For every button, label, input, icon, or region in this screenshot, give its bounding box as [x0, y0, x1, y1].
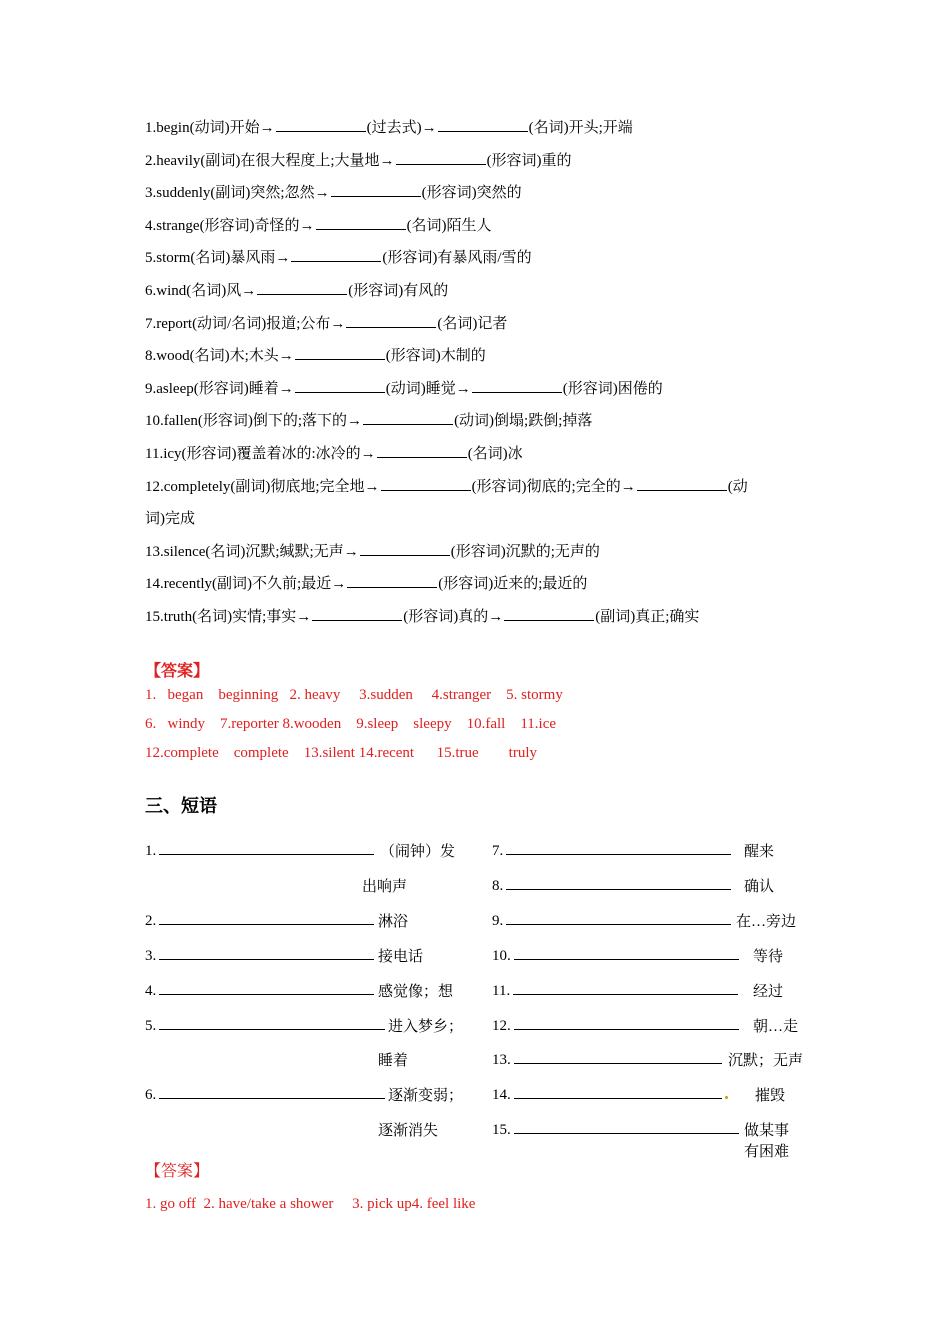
- phrase-blank[interactable]: [159, 1015, 385, 1030]
- phrase-meaning: 在…旁边: [736, 914, 797, 930]
- phrase-number: 14.: [492, 1087, 511, 1103]
- answer-block-2: [145, 1160, 475, 1224]
- phrase-meaning-continued: 逐渐消失: [378, 1123, 439, 1139]
- vocab-hint: (形容词)困倦的: [562, 380, 663, 397]
- answer-blank[interactable]: [637, 476, 727, 491]
- phrase-blank[interactable]: [159, 840, 374, 855]
- vocab-hint: (名词)冰: [467, 445, 523, 462]
- phrase-meaning-continued: 出响声: [362, 879, 408, 895]
- phrase-item: [492, 980, 738, 1000]
- phrase-item: [145, 945, 374, 965]
- vocab-hint: (名词)开头;开端: [528, 120, 633, 136]
- answer-blank[interactable]: [377, 443, 467, 458]
- phrase-meaning-continued: 有困难: [744, 1144, 790, 1160]
- vocab-prompt: 10.fallen(形容词)倒下的;落下的→: [145, 413, 363, 430]
- vocab-hint: (形容词)近来的;最近的: [438, 576, 588, 593]
- answer-blank[interactable]: [312, 606, 402, 621]
- answer-blank[interactable]: [346, 313, 436, 328]
- answer-heading-2: 【答案】: [145, 1163, 210, 1180]
- vocab-prompt: 9.asleep(形容词)睡着→: [145, 380, 294, 397]
- answer-blank[interactable]: [381, 476, 471, 491]
- answer-line-2: 6. windy 7.reporter 8.wooden 9.sleep sleepy 10.fall 11.ice: [145, 716, 557, 732]
- vocab-item: [145, 145, 815, 178]
- vocab-prompt: 2.heavily(副词)在很大程度上;大量地→: [145, 152, 395, 169]
- vocab-prompt: 8.wood(名词)木;木头→: [145, 348, 294, 365]
- vocab-hint: (副词)真正;确实: [595, 608, 700, 625]
- vocab-prompt: 7.report(动词/名词)报道;公布→: [145, 315, 346, 332]
- phrase-meaning: 淋浴: [378, 914, 409, 930]
- phrase-number: 5.: [145, 1018, 157, 1034]
- vocab-item: [145, 242, 815, 275]
- vocab-item: [145, 340, 815, 373]
- vocab-prompt: 5.storm(名词)暴风雨→: [145, 250, 291, 267]
- answer-blank[interactable]: [363, 410, 453, 425]
- phrase-number: 12.: [492, 1018, 511, 1034]
- vocab-item: [145, 177, 815, 210]
- phrase-number: 13.: [492, 1052, 511, 1068]
- phrase-meaning: 朝…走: [753, 1019, 799, 1035]
- phrase-meaning: 醒来: [744, 844, 775, 860]
- phrase-blank[interactable]: [506, 840, 731, 855]
- phrase-blank[interactable]: [514, 1119, 739, 1134]
- answer-block-1: [145, 658, 563, 768]
- vocab-hint: (名词)陌生人: [406, 217, 492, 234]
- vocab-hint: (形容词)有暴风雨/雪的: [382, 250, 532, 267]
- answer-blank[interactable]: [276, 117, 366, 132]
- phrase-number: 1.: [145, 843, 157, 859]
- vocab-hint: (形容词)沉默的;无声的: [450, 543, 600, 560]
- phrase-meaning-continued: 睡着: [378, 1053, 409, 1069]
- vocab-item: [145, 373, 815, 406]
- phrase-meaning: 沉默；无声: [728, 1053, 804, 1069]
- phrase-blank[interactable]: [159, 980, 374, 995]
- phrase-meaning: 确认: [744, 879, 775, 895]
- phrase-blank[interactable]: [513, 980, 738, 995]
- phrase-number: 3.: [145, 948, 157, 964]
- phrase-item: [492, 1015, 739, 1035]
- vocab-item: [145, 438, 815, 471]
- vocab-hint: (形容词)突然的: [421, 185, 522, 202]
- vocab-item: [145, 308, 815, 341]
- vocab-prompt: 4.strange(形容词)奇怪的→: [145, 217, 315, 234]
- phrase-number: 6.: [145, 1087, 157, 1103]
- phrase-number: 9.: [492, 913, 504, 929]
- answer-blank[interactable]: [291, 247, 381, 262]
- answer-blank[interactable]: [438, 117, 528, 132]
- vocab-item: [145, 601, 815, 634]
- vocab-prompt: 14.recently(副词)不久前;最近→: [145, 576, 347, 593]
- vocab-item-continued: 词)完成: [145, 511, 195, 528]
- phrase-number: 15.: [492, 1122, 511, 1138]
- vocab-prompt: 1.begin(动词)开始→: [145, 120, 275, 136]
- phrase-meaning: 等待: [753, 949, 784, 965]
- phrase-item: [145, 840, 374, 860]
- phrase-item: [145, 910, 374, 930]
- vocab-hint: (过去式)→: [366, 120, 437, 136]
- phrase-blank[interactable]: [506, 910, 731, 925]
- vocab-prompt: 12.completely(副词)彻底地;完全地→: [145, 478, 380, 495]
- phrase-item: [492, 840, 731, 860]
- vocab-item: [145, 275, 815, 308]
- answer-blank[interactable]: [504, 606, 594, 621]
- phrase-meaning: 做某事: [744, 1123, 790, 1139]
- phrase-meaning: 进入梦乡；: [388, 1019, 464, 1035]
- vocab-prompt: 15.truth(名词)实情;事实→: [145, 608, 312, 625]
- vocab-prompt: 6.wind(名词)风→: [145, 282, 257, 299]
- vocab-hint: (动词)睡觉→: [385, 380, 471, 397]
- answer-blank[interactable]: [316, 215, 406, 230]
- phrase-meaning: 逐渐变弱；: [388, 1088, 464, 1104]
- vocab-hint: (形容词)有风的: [348, 282, 449, 299]
- phrase-item: [145, 1084, 385, 1104]
- phrase-blank[interactable]: [514, 1015, 739, 1030]
- answer-line-1: 1. began beginning 2. heavy 3.sudden 4.stranger 5. stormy: [145, 687, 563, 703]
- vocab-item: [145, 568, 815, 601]
- phrase-number: 4.: [145, 983, 157, 999]
- phrase-item: [492, 875, 731, 895]
- phrase-number: 11.: [492, 983, 511, 999]
- vocab-list: [145, 112, 815, 634]
- answer-blank[interactable]: [347, 573, 437, 588]
- vocab-hint: (形容词)重的: [486, 152, 572, 169]
- phrase-blank[interactable]: [159, 1084, 385, 1099]
- phrase-item: [492, 910, 731, 930]
- answer-heading: 【答案】: [145, 663, 210, 680]
- vocab-hint: (形容词)彻底的;完全的→: [471, 478, 636, 495]
- vocab-prompt: 11.icy(形容词)覆盖着冰的:冰冷的→: [145, 445, 376, 462]
- vocab-hint: (名词)记者: [437, 315, 508, 332]
- phrase-item: [492, 1049, 722, 1069]
- phrase-blank[interactable]: [159, 910, 374, 925]
- vocab-item: [145, 210, 815, 243]
- answer-blank[interactable]: [295, 345, 385, 360]
- phrase-meaning: 经过: [753, 984, 784, 1000]
- phrase-item: [492, 1119, 739, 1139]
- phrase-number: 2.: [145, 913, 157, 929]
- phrase-blank[interactable]: [514, 1049, 722, 1064]
- phrase-meaning: （闹钟）发: [380, 844, 456, 860]
- phrase-item: [145, 1015, 385, 1035]
- vocab-prompt: 13.silence(名词)沉默;缄默;无声→: [145, 543, 359, 560]
- stray-mark: [725, 1096, 728, 1099]
- phrase-blank[interactable]: [514, 945, 739, 960]
- answer-blank[interactable]: [331, 182, 421, 197]
- vocab-item: [145, 405, 815, 438]
- answer-blank[interactable]: [472, 378, 562, 393]
- answer-line-3: 12.complete complete 13.silent 14.recent 15.true truly: [145, 745, 537, 761]
- vocab-item: [145, 112, 815, 145]
- vocab-item: [145, 536, 815, 569]
- phrase-meaning: 接电话: [378, 949, 424, 965]
- phrase-blank[interactable]: [506, 875, 731, 890]
- section-title: 三、短语: [145, 796, 217, 817]
- vocab-hint: (动词)倒塌;跌倒;掉落: [454, 413, 593, 430]
- phrase-blank[interactable]: [514, 1084, 722, 1099]
- answer-line-phrases: 1. go off 2. have/take a shower 3. pick up4. feel like: [145, 1196, 476, 1212]
- vocab-prompt: 3.suddenly(副词)突然;忽然→: [145, 185, 330, 202]
- phrase-blank[interactable]: [159, 945, 374, 960]
- phrase-meaning: 感觉像；想: [378, 984, 454, 1000]
- answer-blank[interactable]: [257, 280, 347, 295]
- phrase-number: 7.: [492, 843, 504, 859]
- phrase-number: 8.: [492, 878, 504, 894]
- phrase-item: [492, 945, 739, 965]
- answer-blank[interactable]: [396, 150, 486, 165]
- phrase-item: [145, 980, 374, 1000]
- phrase-item: [492, 1084, 722, 1104]
- vocab-item: [145, 471, 815, 504]
- answer-blank[interactable]: [295, 378, 385, 393]
- vocab-hint: (形容词)真的→: [403, 608, 504, 625]
- phrase-number: 10.: [492, 948, 511, 964]
- vocab-hint: (动: [727, 478, 748, 495]
- answer-blank[interactable]: [360, 541, 450, 556]
- vocab-hint: (形容词)木制的: [385, 348, 486, 365]
- phrase-meaning: 摧毁: [755, 1088, 786, 1104]
